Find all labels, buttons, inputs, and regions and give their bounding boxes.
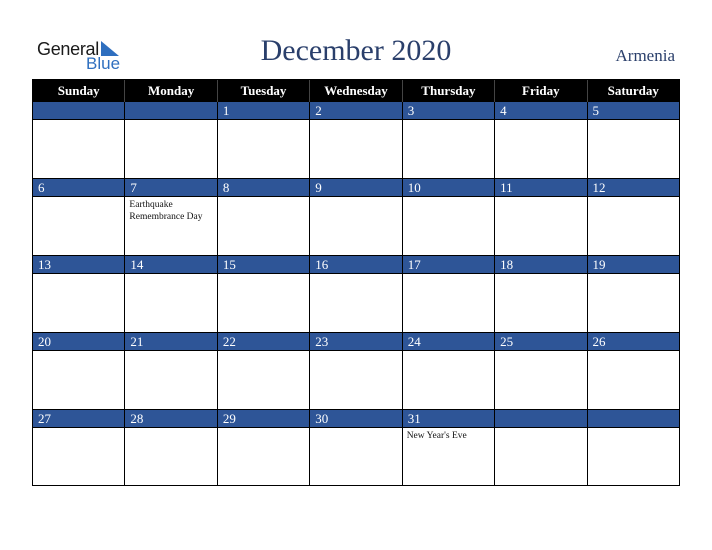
weekday-header: [33, 80, 679, 102]
day-cell[interactable]: [310, 410, 402, 485]
day-cell[interactable]: [33, 410, 125, 485]
holiday-label: [218, 197, 309, 199]
holiday-label: New Year's Eve: [406, 431, 467, 441]
holiday-label: Earthquake Remembrance Day: [129, 200, 203, 222]
day-number: 4: [495, 102, 586, 120]
day-cell[interactable]: [218, 333, 310, 410]
region-label: Armenia: [615, 46, 675, 65]
day-number: 19: [588, 256, 679, 274]
weekday-tuesday: Tuesday: [218, 80, 310, 102]
day-number: 21: [125, 333, 216, 351]
calendar-title: December 2020: [260, 34, 452, 67]
day-cell[interactable]: [588, 410, 679, 485]
day-number: 7: [125, 179, 216, 197]
holiday-label: [33, 351, 124, 353]
day-cell[interactable]: [403, 179, 495, 256]
holiday-label: [125, 351, 216, 353]
day-number: 29: [218, 410, 309, 428]
logo-text-blue: Blue: [86, 54, 121, 73]
day-cell[interactable]: [125, 333, 217, 410]
day-number: 11: [495, 179, 586, 197]
day-number: 25: [495, 333, 586, 351]
day-cell[interactable]: [588, 256, 679, 333]
week-row: [33, 256, 679, 333]
day-number: 5: [588, 102, 679, 120]
day-number: 17: [403, 256, 494, 274]
day-cell[interactable]: [495, 179, 587, 256]
day-number: 24: [403, 333, 494, 351]
day-cell[interactable]: [33, 179, 125, 256]
holiday-label: [310, 120, 401, 122]
holiday-label: [588, 428, 679, 430]
holiday-label: [495, 120, 586, 122]
day-cell[interactable]: [33, 102, 125, 179]
day-cell[interactable]: [495, 333, 587, 410]
holiday-label: [125, 120, 216, 122]
calendar-grid: [32, 79, 680, 486]
day-number: 15: [218, 256, 309, 274]
day-number: 23: [310, 333, 401, 351]
day-cell[interactable]: [310, 179, 402, 256]
week-row: [33, 333, 679, 410]
day-cell[interactable]: [33, 333, 125, 410]
day-number: 28: [125, 410, 216, 428]
day-cell[interactable]: [218, 256, 310, 333]
day-cell[interactable]: [125, 179, 217, 256]
holiday-label: [403, 197, 494, 199]
day-number: 20: [33, 333, 124, 351]
holiday-label: [218, 120, 309, 122]
day-cell[interactable]: [125, 256, 217, 333]
weekday-saturday: Saturday: [607, 83, 659, 98]
holiday-label: [403, 351, 494, 353]
day-cell[interactable]: [495, 102, 587, 179]
week-row: [33, 410, 679, 485]
holiday-label: [403, 120, 494, 122]
day-number: [33, 102, 124, 120]
day-cell[interactable]: [403, 102, 495, 179]
day-number: 9: [310, 179, 401, 197]
holiday-label: [588, 351, 679, 353]
day-number: 16: [310, 256, 401, 274]
day-number: [125, 102, 216, 120]
holiday-label: [33, 428, 124, 430]
week-row: [33, 102, 679, 179]
holiday-label: [495, 197, 586, 199]
day-number: 6: [33, 179, 124, 197]
day-cell[interactable]: [403, 333, 495, 410]
holiday-label: [218, 428, 309, 430]
day-number: 27: [33, 410, 124, 428]
holiday-label: [588, 274, 679, 276]
day-number: [495, 410, 586, 428]
day-number: 2: [310, 102, 401, 120]
day-cell[interactable]: [495, 410, 587, 485]
day-number: 1: [218, 102, 309, 120]
day-cell[interactable]: [588, 179, 679, 256]
day-number: 14: [125, 256, 216, 274]
day-cell[interactable]: [218, 179, 310, 256]
day-number: 8: [218, 179, 309, 197]
holiday-label: [310, 274, 401, 276]
holiday-label: [218, 274, 309, 276]
day-number: 12: [588, 179, 679, 197]
day-number: 18: [495, 256, 586, 274]
holiday-label: [495, 428, 586, 430]
weekday-monday: Monday: [125, 80, 217, 102]
holiday-label: [125, 274, 216, 276]
holiday-label: [495, 274, 586, 276]
holiday-label: [495, 351, 586, 353]
weekday-friday: Friday: [495, 80, 587, 102]
weekday-sunday: Sunday: [33, 80, 125, 102]
day-cell[interactable]: [33, 256, 125, 333]
holiday-label: [125, 428, 216, 430]
day-cell[interactable]: [403, 256, 495, 333]
day-number: 31: [403, 410, 494, 428]
day-cell[interactable]: [588, 102, 679, 179]
day-cell[interactable]: [218, 410, 310, 485]
day-cell[interactable]: [588, 333, 679, 410]
weekday-thursday: Thursday: [403, 80, 495, 102]
day-cell[interactable]: [495, 256, 587, 333]
holiday-label: [588, 120, 679, 122]
day-number: 13: [33, 256, 124, 274]
day-number: 3: [403, 102, 494, 120]
holiday-label: [310, 428, 401, 430]
week-row: [33, 179, 679, 256]
holiday-label: [33, 197, 124, 199]
day-cell[interactable]: [403, 410, 495, 485]
logo-text-general: General: [37, 39, 99, 59]
day-cell[interactable]: [125, 102, 217, 179]
holiday-label: [310, 351, 401, 353]
day-cell[interactable]: [125, 410, 217, 485]
holiday-label: [33, 120, 124, 122]
day-cell[interactable]: [310, 256, 402, 333]
day-cell[interactable]: [310, 333, 402, 410]
holiday-label: [310, 197, 401, 199]
weekday-wednesday: Wednesday: [310, 80, 402, 102]
holiday-label: [588, 197, 679, 199]
day-number: 26: [588, 333, 679, 351]
day-number: 30: [310, 410, 401, 428]
holiday-label: [33, 274, 124, 276]
day-cell[interactable]: [310, 102, 402, 179]
day-cell[interactable]: [218, 102, 310, 179]
holiday-label: [403, 274, 494, 276]
day-number: 22: [218, 333, 309, 351]
holiday-label: [218, 351, 309, 353]
day-number: 10: [403, 179, 494, 197]
day-number: [588, 410, 679, 428]
